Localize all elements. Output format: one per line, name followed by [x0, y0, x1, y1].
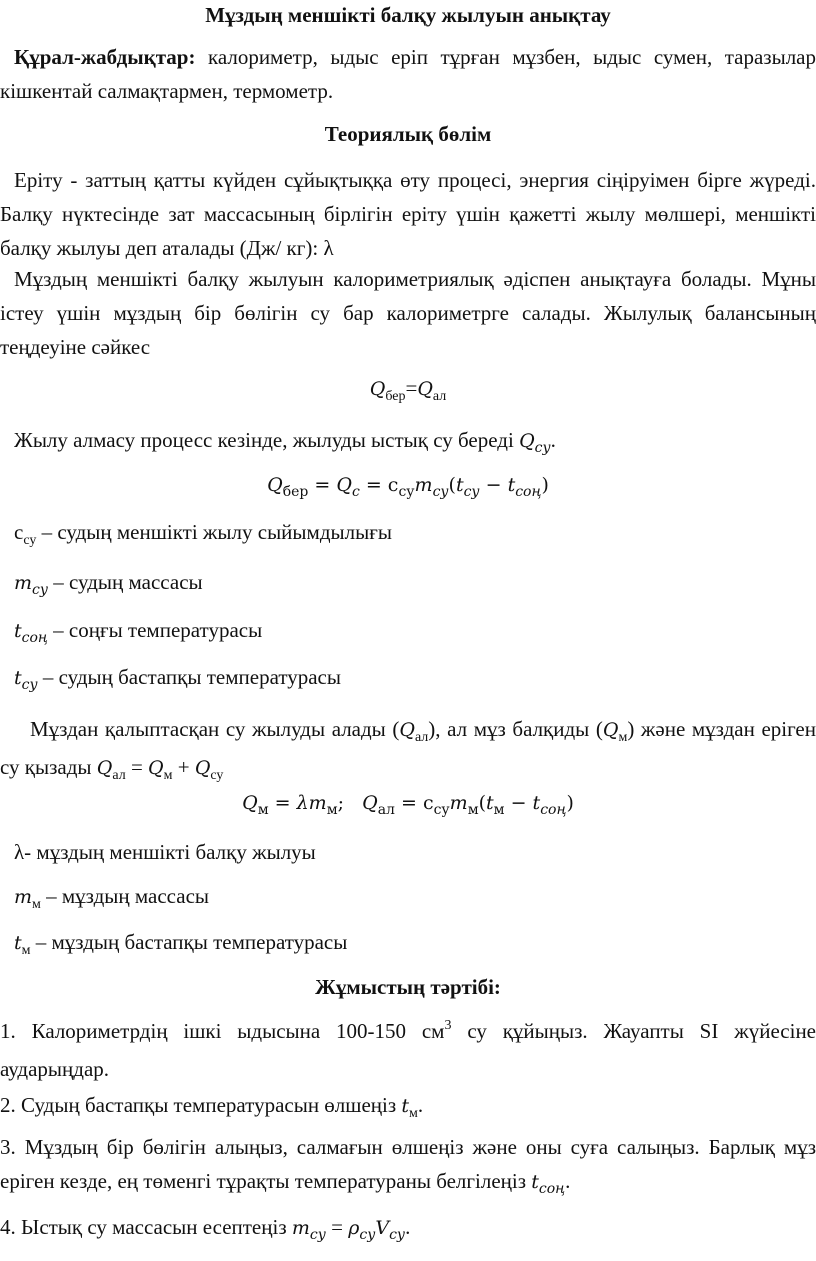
procedure-step-2: 2. Судың бастапқы температурасын өлшеңіз $t_м$. — [0, 1093, 424, 1121]
procedure-heading: Жұмыстың тәртібі: — [315, 975, 501, 999]
theory-paragraph-2: Мұздың меншікті балқу жылуын калориметриялық әдіспен анықтауға болады. Мұны істеу үшін мұздың бір бөлігін су бар калориметрге салады. Жылулық балансының теңдеуіне сәйкес — [0, 267, 816, 359]
equipment-label: Құрал-жабдықтар: — [14, 45, 196, 69]
definition-t-ice: $t_м$ – мұздың бастапқы температурасы — [14, 930, 348, 958]
definition-m-ice: $m_м$ – мұздың массасы — [14, 884, 209, 912]
procedure-step-1: 1. Калориметрдің ішкі ыдысына 100-150 $см^3$ су құйыңыз. Жауапты SI жүйесіне аударыңдар. — [0, 1018, 816, 1081]
heat-given-equation: $Q_{бер} = Q_c = с_{су}m_{су}(t_{су} - t_{соң})$ — [267, 474, 549, 500]
procedure-step-4: 4. Ыстық су массасын есептеңіз $m_{су} = \rho_{су}V_{су}$. — [0, 1215, 411, 1243]
balance-equation: $Q_{бер}=Q_{ал}$ — [369, 376, 447, 404]
definition-m-water: $m_{су}$ – судың массасы — [14, 570, 203, 598]
equipment-paragraph — [0, 40, 816, 108]
theory-heading: Теориялық бөлім — [324, 122, 492, 146]
definition-c-water: $с_{су}$ – судың меншікті жылу сыйымдылығы — [14, 520, 392, 548]
theory-paragraph-1: Еріту - заттың қатты күйден сұйықтыққа өту процесі, энергия сіңіруімен бірге жүреді. Балқу нүктесінде зат массасының бірлігін еріту үшін қажетті жылу мөлшері, меншікті балқу жылуы деп аталады (Дж/ кг): λ — [0, 168, 816, 260]
definition-t-water: $t_{су}$ – судың бастапқы температурасы — [14, 665, 341, 693]
procedure-step-3: 3. Мұздың бір бөлігін алыңыз, салмағын өлшеңіз және оны суға салыңыз. Барлық мұз еріген кезде, ең төменгі тұрақты температураны белгілеңіз $t_{соң}$. — [0, 1135, 816, 1197]
definition-t-final: $t_{соң}$ – соңғы температурасы — [14, 618, 263, 646]
theory-paragraph-3: Жылу алмасу процесс кезінде, жылуды ыстық су береді $Q_{су}$. — [14, 428, 556, 456]
heat-received-equation: $Q_м = \lambda m_м$; $Q_{ал} = с_{су}m_м(t_м - t_{соң})$ — [242, 792, 574, 818]
equipment-text: калориметр, ыдыс еріп тұрған мұзбен, ыдыс сумен, таразылар кішкентай салмақтармен, термометр. — [0, 45, 816, 103]
definition-lambda: λ- мұздың меншікті балқу жылуы — [14, 840, 316, 864]
theory-paragraph-4: Мұздан қалыптасқан су жылуды алады $(Q_{ал})$, ал мұз балқиды $(Q_м)$ және мұздан еріген су қызады $Q_{ал} = Q_м + Q_{су}$ — [0, 717, 816, 783]
page-title: Мұздың меншікті балқу жылуын анықтау — [205, 3, 611, 27]
